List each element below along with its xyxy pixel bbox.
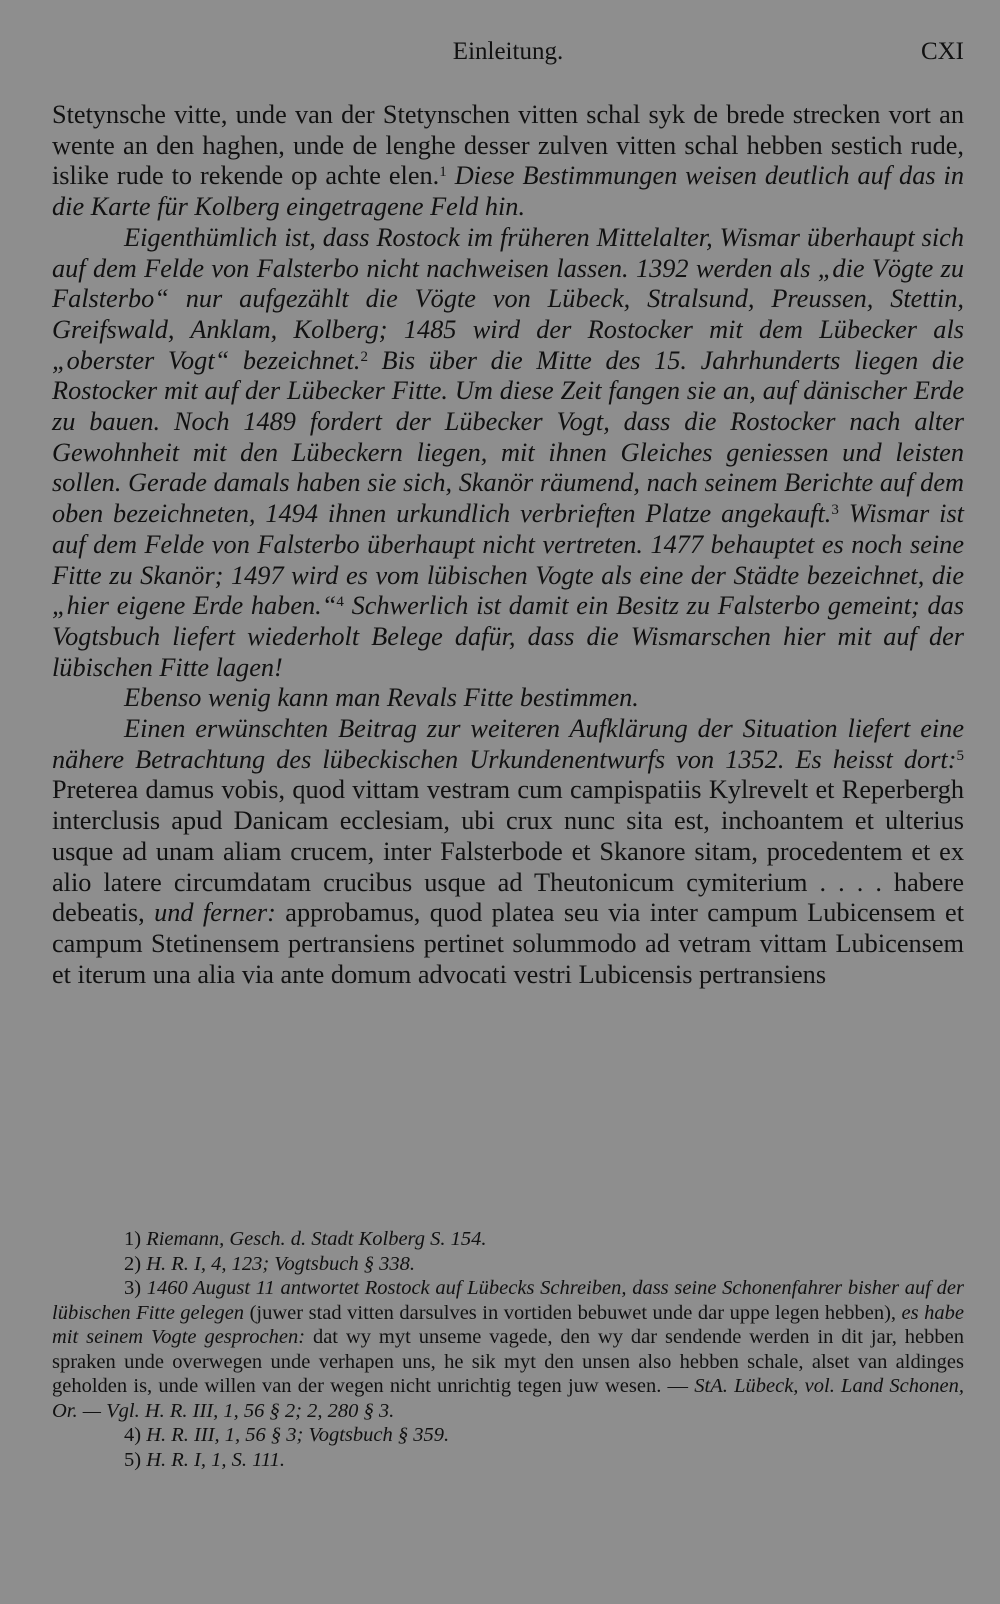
italic-text: Wismar ist auf dem Felde von Falsterbo überhaupt nicht vertreten. 1477 behauptet es noch seine Fitte zu Skanör; 1497 wird es vom lübischen Vogte als eine der Städte bezeichnet, die „hier eigene Erde haben.“: [52, 499, 964, 621]
italic-text: Bis über die Mitte des 15. Jahrhunderts liegen die Rostocker mit auf der Lübecker Fitte. Um diese Zeit fangen sie an, auf dänischer Erde zu bauen. Noch 1489 fordert der Lübecker Vogt, dass die Rostocker nach alter Gewohnheit mit den Lübeckern liegen, mit ihnen Gleiches geniessen und leisten sollen. Gerade damals haben sie sich, Skanör räumend, nach seinem Berichte auf dem oben bezeichneten, 1494 ihnen urkundlich verbrieften Platze angekauft.: [52, 345, 964, 529]
roman-text: (juwer stad vitten darsulves in vortiden bebuwet unde dar uppe legen hebben),: [244, 1301, 902, 1324]
body-text: [52, 100, 964, 990]
roman-text: 4): [124, 1424, 147, 1446]
italic-text: und ferner:: [154, 898, 276, 928]
paragraph: [52, 223, 964, 684]
roman-text: 1): [124, 1228, 147, 1250]
running-header: [52, 38, 964, 70]
footnote-marker: 1: [439, 164, 447, 181]
roman-text: Stetynsche vitte, unde van der Stetynschen vitten schal syk de brede strecken vort an wente an den haghen, unde de lenghe desser zulven vitten schal hebben sestich rude, islike rude to rekende op achte elen.: [52, 100, 964, 191]
running-title: Einleitung.: [452, 38, 564, 65]
italic-text: 1460 August 11 antwortet Rostock auf Lübecks Schreiben, dass seine Schonenfahrer bisher auf der lübischen Fitte gelegen: [52, 1277, 965, 1324]
italic-text: Ebenso wenig kann man Revals Fitte bestimmen.: [124, 683, 639, 713]
paragraph: [52, 714, 964, 990]
italic-text: Diese Bestimmungen weisen deutlich auf das in die Karte für Kolberg eingetragene Feld hin.: [52, 161, 964, 222]
roman-text: 2): [124, 1252, 147, 1275]
italic-text: Schwerlich ist damit ein Besitz zu Falsterbo gemeint; das Vogtsbuch liefert wiederholt Belege dafür, dass die Wismarschen hier mit auf der lübischen Fitte lagen!: [52, 591, 964, 682]
footnote: [52, 1276, 964, 1423]
footnote-marker: 3: [831, 502, 839, 519]
roman-text: 5): [124, 1448, 147, 1471]
footnote: [52, 1448, 964, 1473]
roman-text: Preterea damus vobis, quod vittam vestram cum campispatiis Kylrevelt et Reperbergh interclusis apud Danicam ecclesiam, ubi crux nunc sita est, inchoantem et ulterius usque ad unam aliam crucem, inter Falsterbode et Skanore sitam, procedentem et ex alio latere circumdatam crucibus usque ad Theutonicum cymiterium . . . . habere debeatis,: [52, 775, 964, 928]
footnotes: [52, 1227, 964, 1472]
footnote-marker: 5: [956, 747, 964, 764]
italic-text: H. R. I, 4, 123; Vogtsbuch § 338.: [146, 1252, 415, 1275]
footnote-marker: 4: [336, 594, 344, 611]
roman-text: dat wy myt unseme vagede, den wy dar sendende werden in dit jar, hebben spraken unde overwegen unde verhapen uns, he sik myt den unsen also hebben schale, alset van aldinges geholden is, unde willen van der wegen nicht unrichtig tegen juw wesen. —: [52, 1326, 964, 1397]
italic-text: H. R. III, 1, 56 § 3; Vogtsbuch § 359.: [146, 1424, 450, 1446]
page-number: CXI: [920, 38, 964, 65]
italic-text: Riemann, Gesch. d. Stadt Kolberg S. 154.: [146, 1228, 487, 1250]
roman-text: 3): [124, 1277, 147, 1299]
italic-text: Einen erwünschten Beitrag zur weiteren Aufklärung der Situation liefert eine nähere Betrachtung des lübeckischen Urkundenentwurfs von 1352. Es heisst dort:: [52, 714, 964, 774]
footnote: [52, 1423, 964, 1448]
italic-text: H. R. I, 1, S. 111.: [146, 1448, 285, 1471]
italic-text: es habe mit seinem Vogte gesprochen:: [52, 1301, 964, 1348]
italic-text: StA. Lübeck, vol. Land Schonen, Or. — Vgl. H. R. III, 1, 56 § 2; 2, 280 § 3.: [52, 1375, 965, 1422]
footnote: [52, 1252, 964, 1277]
footnote: [52, 1227, 964, 1252]
roman-text: approbamus, quod platea seu via inter campum Lubicensem et campum Stetinensem pertransiens pertinet solummodo ad vetram vittam Lubicensem et iterum una alia via ante domum advocati vestri Lubicensis pertransiens: [52, 898, 964, 989]
footnote-marker: 2: [360, 348, 368, 365]
paragraph: [52, 683, 964, 714]
italic-text: Eigenthümlich ist, dass Rostock im früheren Mittelalter, Wismar überhaupt sich auf dem Felde von Falsterbo nicht nachweisen lassen. 1392 werden als „die Vögte zu Falsterbo“ nur aufgezählt die Vögte von Lübeck, Stralsund, Preussen, Stettin, Greifswald, Anklam, Kolberg; 1485 wird der Rostocker mit dem Lübecker als „oberster Vogt“ bezeichnet.: [52, 222, 964, 375]
paragraph: [52, 100, 964, 223]
